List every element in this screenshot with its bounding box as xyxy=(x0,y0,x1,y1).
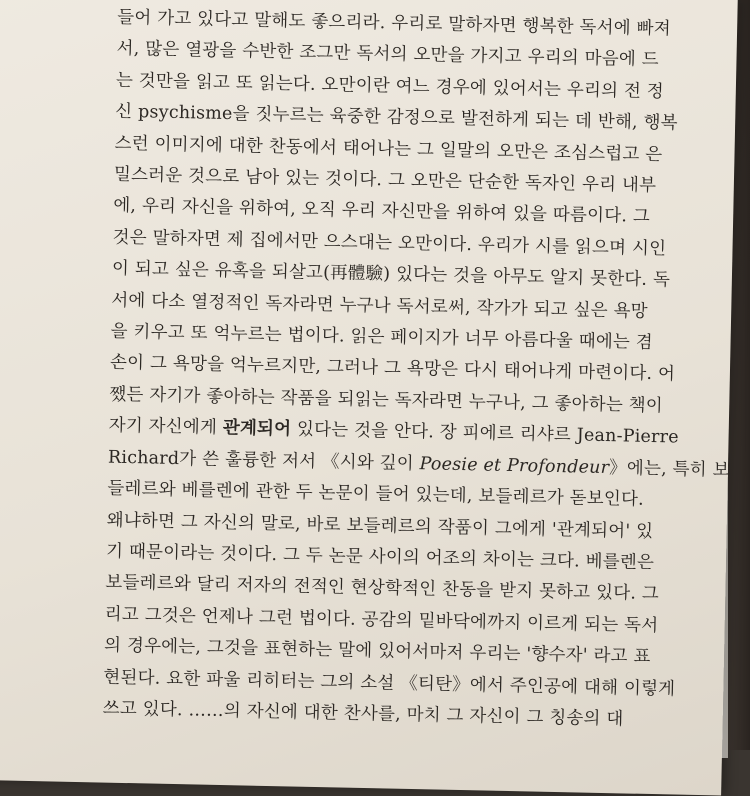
line-15-pre: Richard가 쓴 훌륭한 저서 《시와 깊이 xyxy=(107,447,420,474)
text-line-19: 보들레르와 달리 저자의 전적인 현상학적인 찬동을 받지 못하고 있다. 그 xyxy=(105,572,660,605)
text-line-21: 의 경우에는, 그것을 표현하는 말에 있어서마저 우리는 '향수자' 라고 표 xyxy=(103,635,651,668)
text-line-8: 것은 말하자면 제 집에서만 으스대는 오만이다. 우리가 시를 읽으며 시인 xyxy=(112,227,667,260)
line-14-post: 있다는 것을 안다. 장 피에르 리샤르 Jean-Pierre xyxy=(291,419,679,448)
book-title-italic: Poesie et Profondeur xyxy=(419,453,610,478)
text-line-4: 신 psychisme을 짓누르는 육중한 감정으로 발전하게 되는 데 반해, 행복 xyxy=(115,101,678,134)
text-line-18: 기 때문이라는 것이다. 그 두 논문 사이의 어조의 차이는 크다. 베를렌은 xyxy=(105,541,655,573)
page-text xyxy=(102,3,730,736)
text-line-23: 쓰고 있다. ……의 자신에 대한 찬사를, 마치 그 자신이 그 칭송의 대 xyxy=(102,698,624,730)
emphasis-bold: 관계되어 xyxy=(222,418,292,440)
line-14-pre: 자기 자신에게 xyxy=(108,415,224,439)
text-line-10: 서에 다소 열정적인 독자라면 누구나 독서로써, 작가가 되고 싶은 욕망 xyxy=(111,290,648,322)
text-line-7: 에, 우리 자신을 위하여, 오직 우리 자신만을 위하여 있을 따름이다. 그 xyxy=(113,196,651,228)
text-line-5: 스런 이미지에 대한 찬동에서 태어나는 그 일말의 오만은 조심스럽고 은 xyxy=(114,133,663,165)
text-line-1: 들어 가고 있다고 말해도 좋으리라. 우리로 말하자면 행복한 독서에 빠져 xyxy=(117,7,671,40)
text-line-22: 현된다. 요한 파울 리히터는 그의 소설 《티탄》에서 주인공에 대해 이렇게 xyxy=(103,667,676,700)
text-line-12: 손이 그 욕망을 억누르지만, 그러나 그 욕망은 다시 태어나게 마련이다. 어 xyxy=(109,353,676,385)
text-line-3: 는 것만을 읽고 또 읽는다. 오만이란 여느 경우에 있어서는 우리의 전 정 xyxy=(115,70,665,102)
text-line-16: 들레르와 베를렌에 관한 두 논문이 들어 있는데, 보들레르가 돋보인다. xyxy=(107,478,645,510)
line-15-post: 》에는, 특히 보 xyxy=(608,457,730,481)
text-line-20: 리고 그것은 언제나 그런 법이다. 공감의 밑바닥에까지 이르게 되는 독서 xyxy=(104,604,659,636)
text-line-9: 이 되고 싶은 유혹을 되살고(再體驗) 있다는 것을 아무도 알지 못한다. 독 xyxy=(111,258,671,291)
text-line-13: 쨌든 자기가 좋아하는 작품을 되읽는 독자라면 누구나, 그 좋아하는 책이 xyxy=(109,384,664,417)
text-line-11: 을 키우고 또 억누르는 법이다. 읽은 페이지가 너무 아름다울 때에는 겸 xyxy=(110,321,654,354)
text-line-2: 서, 많은 열광을 수반한 조그만 독서의 오만을 가지고 우리의 마음에 드 xyxy=(116,39,659,71)
text-line-17: 왜냐하면 그 자신의 말로, 바로 보들레르의 작품이 그에게 '관계되어' 있 xyxy=(106,510,654,542)
text-line-6: 밀스러운 것으로 남아 있는 것이다. 그 오만은 단순한 독자인 우리 내부 xyxy=(113,164,657,197)
